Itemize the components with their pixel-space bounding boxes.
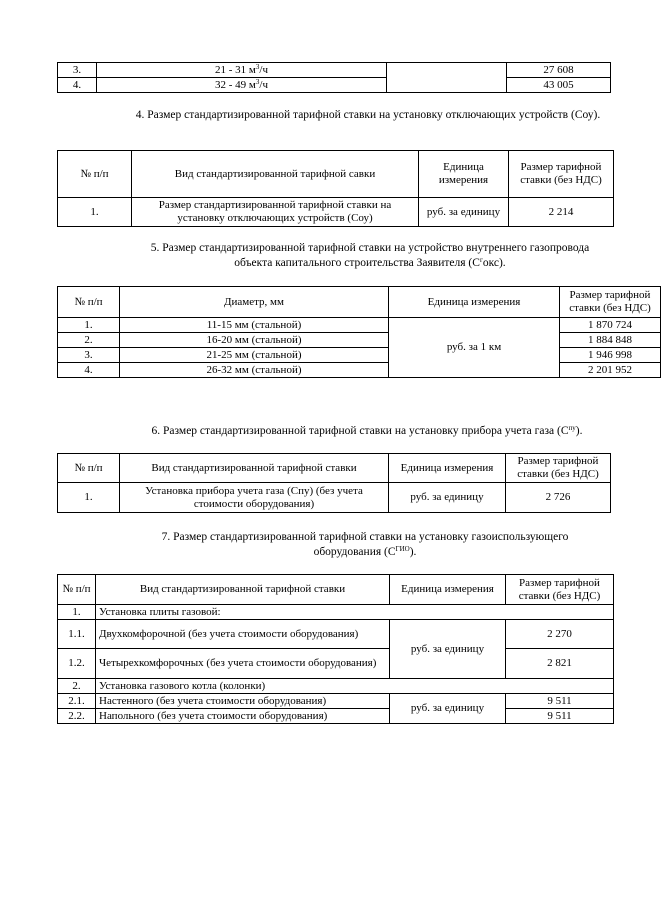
row-number: 2. bbox=[58, 679, 96, 694]
row-number: 2. bbox=[58, 333, 120, 348]
table-row bbox=[58, 318, 661, 333]
table-row bbox=[58, 694, 614, 709]
table-header-row bbox=[58, 454, 611, 483]
price-cell: 1 870 724 bbox=[560, 318, 661, 333]
header-num: № п/п bbox=[58, 287, 120, 318]
price-cell: 9 511 bbox=[506, 694, 614, 709]
group-label: Установка плиты газовой: bbox=[96, 605, 614, 620]
rates-table-top bbox=[57, 62, 611, 93]
price-cell: 2 214 bbox=[509, 198, 614, 227]
section6-title: 6. Размер стандартизированной тарифной ставки на установку прибора учета газа $(С^{пу})$. bbox=[151, 424, 583, 437]
row-number: 2.1. bbox=[58, 694, 96, 709]
flow-range: 21 - 31 $м^3/ч$ bbox=[97, 63, 387, 78]
rate-type: Двухкомфорочной (без учета стоимости оборудования) bbox=[96, 620, 390, 649]
unit-cell bbox=[387, 63, 507, 93]
section7-table bbox=[57, 574, 614, 724]
diameter-cell: 11-15 мм (стальной) bbox=[120, 318, 389, 333]
header-unit: Единица измерения bbox=[390, 575, 506, 605]
price-cell: 2 821 bbox=[506, 649, 614, 679]
flow-range: 32 - 49 $м^3/ч$ bbox=[97, 78, 387, 93]
diameter-cell: 16-20 мм (стальной) bbox=[120, 333, 389, 348]
rate-type: Размер стандартизированной тарифной ставки на установку отключающих устройств (Соу) bbox=[132, 198, 419, 227]
header-type: Вид стандартизированной тарифной савки bbox=[132, 151, 419, 198]
row-number: 1.1. bbox=[58, 620, 96, 649]
row-number: 4. bbox=[58, 363, 120, 378]
section5-table bbox=[57, 286, 661, 378]
price-cell: 9 511 bbox=[506, 709, 614, 724]
section4-title: 4. Размер стандартизированной тарифной ставки на установку отключающих устройств (Соу). bbox=[135, 109, 601, 121]
price-cell: 1 884 848 bbox=[560, 333, 661, 348]
header-type: Вид стандартизированной тарифной ставки bbox=[96, 575, 390, 605]
table-row bbox=[58, 63, 611, 78]
section4-table bbox=[57, 150, 614, 227]
unit-cell: руб. за единицу bbox=[390, 694, 506, 724]
row-number: 1. bbox=[58, 318, 120, 333]
price-cell: 2 201 952 bbox=[560, 363, 661, 378]
table-row bbox=[58, 348, 661, 363]
header-num: № п/п bbox=[58, 151, 132, 198]
table-group-row bbox=[58, 605, 614, 620]
table-row bbox=[58, 198, 614, 227]
row-number: 4. bbox=[58, 78, 97, 93]
table-row bbox=[58, 620, 614, 649]
header-unit: Единица измерения bbox=[419, 151, 509, 198]
section7-title: 7. Размер стандартизированной тарифной ставки на установку газоиспользующего оборудования $(С^{ГИО})$. bbox=[161, 531, 569, 558]
header-type: Вид стандартизированной тарифной ставки bbox=[120, 454, 389, 483]
table-row bbox=[58, 78, 611, 93]
header-price: Размер тарифной ставки (без НДС) bbox=[560, 287, 661, 318]
diameter-cell: 21-25 мм (стальной) bbox=[120, 348, 389, 363]
unit-cell: руб. за 1 км bbox=[389, 318, 560, 378]
rate-type: Установка прибора учета газа (Спу) (без учета стоимости оборудования) bbox=[120, 483, 389, 513]
section5-title: 5. Размер стандартизированной тарифной ставки на устройство внутреннего газопровода объекта капитального строительства Заявителя $(С^гокс)$. bbox=[150, 242, 590, 269]
row-number: 2.2. bbox=[58, 709, 96, 724]
table-row bbox=[58, 363, 661, 378]
rate-type: Напольного (без учета стоимости оборудования) bbox=[96, 709, 390, 724]
header-num: № п/п bbox=[58, 575, 96, 605]
table-header-row bbox=[58, 287, 661, 318]
section6-table bbox=[57, 453, 611, 513]
header-price: Размер тарифной ставки (без НДС) bbox=[509, 151, 614, 198]
group-label: Установка газового котла (колонки) bbox=[96, 679, 614, 694]
price-cell: 43 005 bbox=[507, 78, 611, 93]
rate-type: Настенного (без учета стоимости оборудования) bbox=[96, 694, 390, 709]
row-number: 1. bbox=[58, 605, 96, 620]
header-num: № п/п bbox=[58, 454, 120, 483]
table-row bbox=[58, 709, 614, 724]
row-number: 1. bbox=[58, 198, 132, 227]
header-diameter: Диаметр, мм bbox=[120, 287, 389, 318]
table-row bbox=[58, 649, 614, 679]
row-number: 1. bbox=[58, 483, 120, 513]
row-number: 3. bbox=[58, 63, 97, 78]
table-row bbox=[58, 333, 661, 348]
header-price: Размер тарифной ставки (без НДС) bbox=[506, 454, 611, 483]
header-unit: Единица измерения bbox=[389, 454, 506, 483]
header-price: Размер тарифной ставки (без НДС) bbox=[506, 575, 614, 605]
table-header-row bbox=[58, 151, 614, 198]
unit-cell: руб. за единицу bbox=[389, 483, 506, 513]
header-unit: Единица измерения bbox=[389, 287, 560, 318]
unit-cell: руб. за единицу bbox=[419, 198, 509, 227]
price-cell: 27 608 bbox=[507, 63, 611, 78]
row-number: 1.2. bbox=[58, 649, 96, 679]
price-cell: 1 946 998 bbox=[560, 348, 661, 363]
row-number: 3. bbox=[58, 348, 120, 363]
table-header-row bbox=[58, 575, 614, 605]
diameter-cell: 26-32 мм (стальной) bbox=[120, 363, 389, 378]
table-row bbox=[58, 483, 611, 513]
price-cell: 2 726 bbox=[506, 483, 611, 513]
price-cell: 2 270 bbox=[506, 620, 614, 649]
rate-type: Четырехкомфорочных (без учета стоимости оборудования) bbox=[96, 649, 390, 679]
unit-cell: руб. за единицу bbox=[390, 620, 506, 679]
table-group-row bbox=[58, 679, 614, 694]
